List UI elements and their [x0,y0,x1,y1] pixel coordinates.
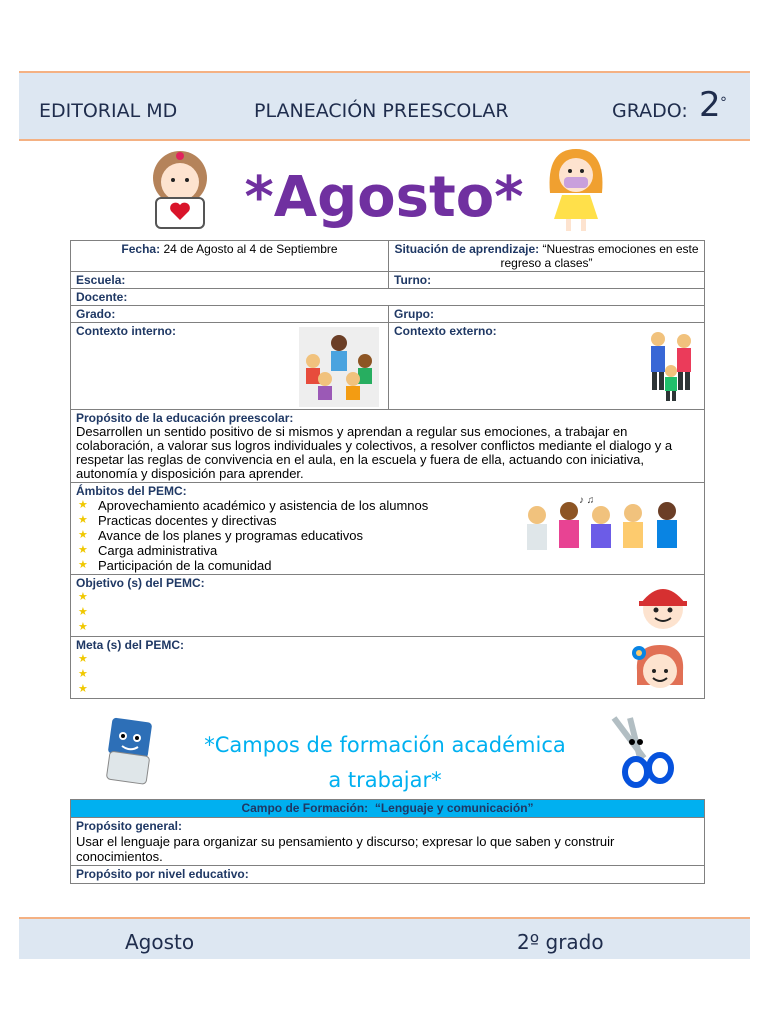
star-bullet-icon: ★ [78,559,88,571]
metas-list [76,652,699,697]
boy-cap-icon [633,579,693,631]
star-bullet-icon: ★ [78,514,88,526]
campo-header: Campo de Formación: “Lenguaje y comunicación” [71,800,705,818]
star-bullet-icon: ★ [78,653,88,665]
star-bullet-icon: ★ [78,591,88,603]
family-icon [646,329,698,401]
ambitos-label: Ámbitos del PEMC: [76,484,187,498]
proposito-cell [71,410,705,483]
proposito-label: Propósito de la educación preescolar: [76,411,294,425]
list-item [78,682,699,697]
situacion-value: “Nuestras emociones en este regreso a clases” [500,242,699,270]
ambitos-cell [71,483,705,575]
star-bullet-icon: ★ [78,668,88,680]
star-bullet-icon: ★ [78,529,88,541]
grade-value: 2 [699,85,721,125]
proposito-text: Desarrollen un sentido positivo de si mismos y aprendan a regular sus emociones, a trabajar en colaboración, a valorar sus logros individuales y colectivos, a resolver conflictos mediante el dialogo y a respetar las reglas de convivencia en el aula, en la escuela y fuera de ella, actuando con iniciativa, autonomía y disposición para aprender. [76,424,673,481]
campo-table [70,799,705,884]
objetivos-cell [71,575,705,637]
planning-table [70,240,705,699]
children-circle-icon [299,327,379,407]
star-bullet-icon: ★ [78,683,88,695]
contexto-interno-label: Contexto interno: [76,324,176,338]
list-item [78,605,699,620]
footer-band [19,917,750,959]
grupo-label: Grupo: [389,306,705,323]
proposito-general-label: Propósito general: [76,819,183,833]
docente-label: Docente: [71,289,705,306]
star-bullet-icon: ★ [78,499,88,511]
scissors-icon [606,714,676,792]
contexto-externo-cell [389,323,705,410]
fecha-cell [71,241,389,272]
list-item [78,590,699,605]
situacion-label: Situación de aprendizaje: [394,242,540,256]
grade-suffix: ° [720,95,727,111]
star-bullet-icon: ★ [78,544,88,556]
contexto-interno-cell [71,323,389,410]
objetivos-list [76,590,699,635]
proposito-general-cell [71,818,705,866]
grado-label: Grado: [71,306,389,323]
eraser-icon [102,716,156,786]
list-item: ★ Practicas docentes y directivas [78,513,277,528]
list-item: ★ Avance de los planes y programas educativos [78,528,363,543]
list-item [78,667,699,682]
svg-text:♪ ♫: ♪ ♫ [579,495,595,506]
list-item [78,620,699,635]
contexto-externo-label: Contexto externo: [394,324,497,338]
metas-cell [71,637,705,699]
publisher-label: EDITORIAL MD [39,100,178,122]
proposito-general-text: Usar el lenguaje para organizar su pensamiento y discurso; expresar lo que saben y construir conocimientos. [76,834,615,864]
header-band [19,71,750,141]
list-item: ★ Aprovechamiento académico y asistencia de los alumnos [78,498,429,513]
objetivos-label: Objetivo (s) del PEMC: [76,576,205,590]
turno-label: Turno: [389,272,705,289]
kids-group-icon [519,493,691,563]
campos-line-2: a trabajar* [328,768,442,792]
star-bullet-icon: ★ [78,606,88,618]
fecha-label: Fecha: [121,242,161,256]
list-item [78,652,699,667]
metas-label: Meta (s) del PEMC: [76,638,185,652]
campos-line-1: *Campos de formación académica [204,733,566,757]
footer-month: Agosto [125,930,195,954]
proposito-nivel-label: Propósito por nivel educativo: [71,866,705,884]
escuela-label: Escuela: [71,272,389,289]
list-item: ★ Carga administrativa [78,543,218,558]
campos-heading [180,728,590,798]
grade-label: GRADO: [612,100,688,122]
footer-grade: 2º grado [517,930,604,954]
star-bullet-icon: ★ [78,621,88,633]
situacion-cell [389,241,705,272]
fecha-value: 24 de Agosto al 4 de Septiembre [163,242,338,256]
page-title: *Agosto* [244,165,524,230]
list-item: ★ Participación de la comunidad [78,558,272,573]
girl-flower-icon [627,641,693,693]
subject-label: PLANEACIÓN PREESCOLAR [254,100,509,122]
